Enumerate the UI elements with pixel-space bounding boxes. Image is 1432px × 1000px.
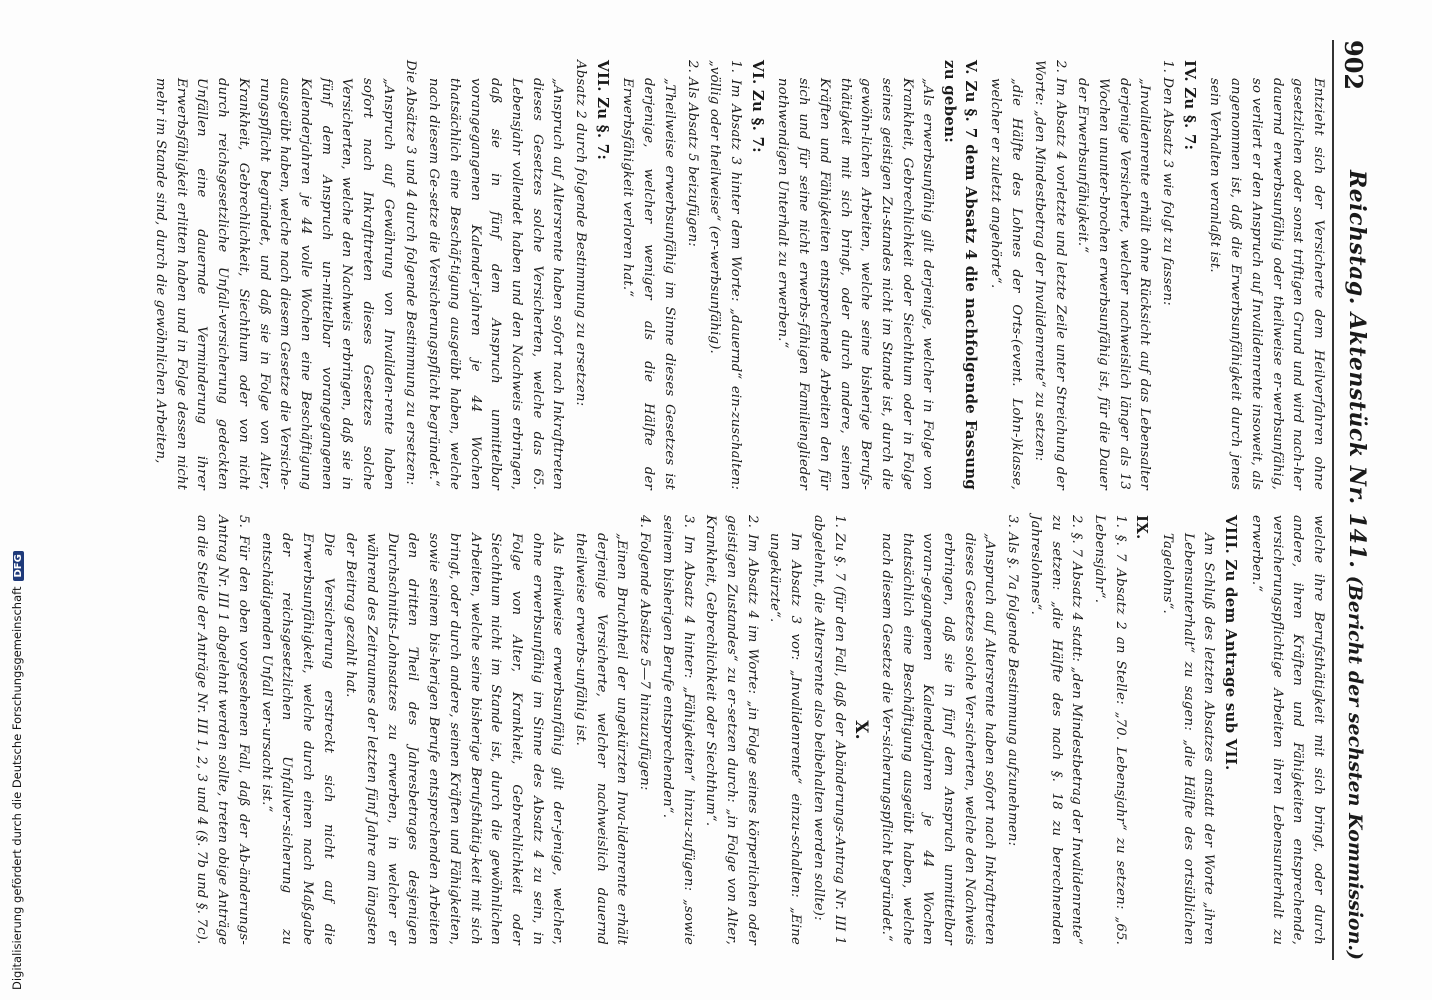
paragraph: „Theilweise erwerbsunfähig im Sinne dieses Gesetzes ist derjenige, welcher weniger als die Hälfte der Erwerbsfähigkeit verloren hat.“ [620, 78, 677, 490]
section-heading: IV. Zu §. 7: [1180, 60, 1199, 151]
paragraph: „Invalidenrente erhält ohne Rücksicht auf das Lebensalter derjenige Versicherte, welcher nachweislich länger als 13 Wochen ununter-brochen erwerbsunfähig ist, für die Dauer der Erwerbsunfähigkeit.“ [1075, 78, 1153, 490]
paragraph: Als theilweise erwerbsunfähig gilt der-jenige, welcher, ohne erwerbsunfähig im Sinne des Absatz 4 zu sein, in Folge von Alter, Krankheit, Gebrechlichkeit oder Siechthum nicht im Stande ist, durch die gewöhnlichen Arbeiten, welche seine bisherige Berufsthätig-keit mit sich bringt, oder durch andere, seinen Kräften und Fähigkeiten, sowie seinem bis-herigen Berufe entsprechenden Arbeiten den dritten Theil des Jahresbetrages desjenigen Durchschnitts-Lohnsatzes zu erwerben, in welcher er während des Zeitraumes der letzten fünf Jahre am längsten der Beitrag gezahlt hat. [343, 533, 566, 945]
paragraph: 1. §. 7 Absatz 2 an Stelle: „70. Lebensjahr“ zu setzen: „65. Lebensjahr“. [1091, 515, 1128, 945]
paragraph: „Anspruch auf Gewährung von Invaliden-rente haben sofort nach Inkrafttreten dieses Gesetzes solche Versicherten, welche den Nachweis erbringen, daß sie in fünf dem Anspruch un-mittelbar vorangegangenen Kalenderjahren je 44 volle Wochen eine Beschäftigung ausgeübt haben, welche nach diesem Gesetze die Versiche-rungspflicht begründet, und daß sie in Folge von Alter, Krankheit, Gebrechlichkeit, Siechthum oder von nicht durch reichsgesetzliche Unfall-versicherung gedeckten Unfällen eine dauernde Verminderung ihrer Erwerbsfähigkeit erlitten haben und in Folge dessen nicht mehr im Stande sind, durch die gewöhnlichen Arbeiten, [153, 78, 396, 490]
paragraph: „Einen Bruchtheil der ungekürzten Inva-lidenrente erhält derjenige Versicherte, welcher nachweislich dauernd theilweise erwerbs-unfähig ist. [573, 533, 630, 945]
paragraph: 5. Für den oben vorgesehenen Fall, daß der Ab-änderungs-Antrag Nr. III 1 abgelehnt werden sollte, treten obige Anträge an die Stelle der Anträge Nr. III 1, 2, 3 und 4 (§. 7b und §. 7c). [194, 515, 251, 945]
paragraph: 1. Im Absatz 3 hinter dem Worte: „dauernd“ ein-zuschalten: „völlig oder theilweise“ (er-werbsunfähig). [707, 60, 744, 490]
paragraph: 3. Im Absatz 4 hinter: „Fähigkeiten“ hinzu-zufügen: „sowie seinem bisherigen Berufe entsprechenden“. [659, 515, 696, 945]
page-number: 902 [1339, 40, 1368, 91]
paragraph: 3. Als §. 7a folgende Bestimmung aufzunehmen: [1005, 515, 1021, 847]
paragraph: 1. Zu §. 7 (für den Fall, daß der Abänderungs-Antrag Nr. III 1 abgelehnt, die Altersrente also beibehalten werden sollte): [810, 515, 847, 945]
paragraph: Die Absätze 3 und 4 durch folgende Bestimmung zu ersetzen: [403, 60, 419, 486]
header-subtitle: (Bericht der sechsten Kommission.) [1344, 575, 1366, 960]
dfg-logo: DFG [13, 551, 24, 580]
paragraph: 2. Im Absatz 4 vorletzte und letzte Zeile unter Streichung der Worte: „den Mindestbetrag der Invalidenrente“ zu setzen: [1031, 60, 1068, 490]
section-heading: VI. Zu §. 7: [748, 60, 767, 153]
paragraph: Absatz 2 durch folgende Bestimmung zu ersetzen: [573, 60, 589, 407]
paragraph: 1. Den Absatz 3 wie folgt zu fassen: [1160, 60, 1176, 306]
section-heading: VII. Zu §. 7: [593, 60, 612, 161]
paragraph: 4. Folgende Absätze 5—7 hinzuzufügen: [637, 515, 653, 791]
section-heading: IX. [1133, 515, 1152, 540]
paragraph: „Anspruch auf Altersrente haben sofort nach Inkrafttreten dieses Gesetzes solche Ver-sicherten, welche den Nachweis erbringen, daß sie in fünf dem Anspruch unmittelbar voran-gegangenen Kalenderjahren je 44 Wochen thatsächlich eine Beschäftigung ausgeübt haben, welche nach diesem Gesetze die Ver-sicherungspflicht begründet.“ [878, 533, 998, 945]
paragraph: Die Versicherung erstreckt sich nicht auf die Erwerbsunfähigkeit, welche durch einen nach Maßgabe der reichsgesetzlichen Unfallver-sicherung zu entschädigenden Unfall ver-ursacht ist.“ [258, 533, 336, 945]
header-title: Reichstag. Aktenstück Nr. 141. [1344, 170, 1370, 569]
page-header [1336, 40, 1376, 960]
section-heading: V. Zu §. 7 dem Absatz 4 die nachfolgende Fassung zu geben: [941, 60, 980, 490]
paragraph: 2. Im Absatz 4 im Worte: „in Folge seines körperlichen oder geistigen Zustandes“ zu er-setzen durch: „in Folge von Alter, Krankheit, Gebrechlichkeit oder Siechthum“. [703, 515, 760, 945]
paragraph: „Als erwerbsunfähig gilt derjenige, welcher in Folge von Krankheit, Gebrechlichkeit oder Siechthum oder in Folge seines geistigen Zu-standes nicht im Stande ist, durch die gewöhn-lichen Arbeiten, welche seine bisherige Berufs-thätigkeit mit sich bringt, oder durch andere, seinen Kräften und Fähigkeiten entsprechende Arbeiten den für sich und für seine nicht erwerbs-fähigen Familienglieder nothwendigen Unterhalt zu erwerben.“ [775, 78, 936, 490]
paragraph: 2. Als Absatz 5 beizufügen: [684, 60, 700, 247]
header-rule [1332, 40, 1334, 960]
section-heading: VIII. Zu dem Antrage sub VII. [1222, 515, 1241, 771]
right-column [189, 515, 1328, 945]
paragraph: 2. §. 7 Absatz 4 statt: „den Mindestbetrag der Invalidenrente“ zu setzen: „die Hälfte des nach §. 18 zu berechnenden Jahreslohnes“. [1027, 515, 1085, 945]
left-column [147, 60, 1328, 490]
paragraph: welche ihre Berufsthätigkeit mit sich bringt, oder durch andere, ihren Kräften und Fähigkeiten entsprechende, versicherungspflichtige Arbeiten ihren Lebensunterhalt zu erwerben.“ [1248, 515, 1326, 945]
footer-text: Digitalisierung gefördert durch die Deutsche Forschungsgemeinschaft [10, 586, 24, 990]
paragraph: Entzieht sich der Versicherte dem Heilverfahren ohne gesetzlichen oder sonst triftigen Grund und wird nach-her dauernd erwerbsunfähig oder theilweise er-werbsunfähig, so verliert er den Anspruch auf Invalidenrente insoweit, als angenommen ist, daß die Erwerbsunfähigkeit durch jenes sein Verhalten veranlaßt ist. [1207, 78, 1326, 490]
digitization-footer [0, 0, 30, 1000]
paragraph: „die Hälfte des Lohnes der Orts-(event. Lohn-)klasse, welcher er zuletzt angehörte“. [988, 78, 1025, 490]
paragraph: „Anspruch auf Altersrente haben sofort nach Inkrafttreten dieses Gesetzes solche Versicherten, welche das 65. Lebensjahr vollendet haben und den Nachweis erbringen, daß sie in fünf dem Anspruch unmittelbar vorangegangenen Kalender-jahren je 44 Wochen thatsächlich eine Beschäf-tigung ausgeübt haben, welche nach diesem Ge-setze die Versicherungspflicht begründet.“ [426, 78, 566, 490]
paragraph: Im Absatz 3 vor: „Invalidenrente“ einzu-schalten: „Eine ungekürzte“. [767, 533, 804, 945]
paragraph: Am Schluß des letzten Absatzes anstatt der Worte „ihren Lebensunterhalt“ zu sagen: „die Hälfte des ortsüblichen Tagelohns“. [1160, 533, 1217, 945]
section-heading: X. [851, 720, 872, 740]
footer-credit [10, 551, 24, 990]
